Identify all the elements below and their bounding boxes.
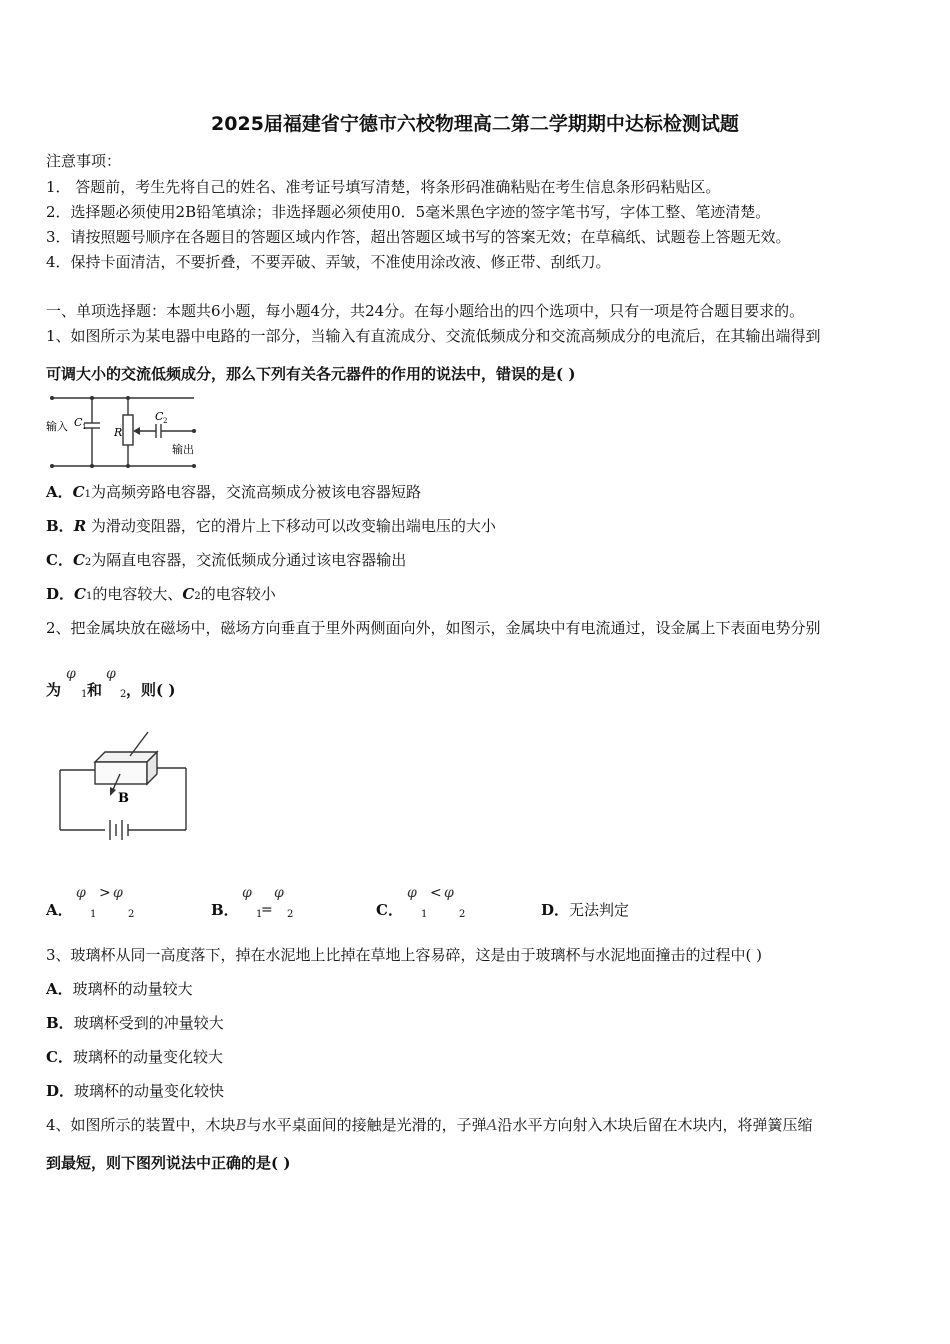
symbol-c: C: [182, 585, 195, 603]
option-text: 玻璃杯受到的冲量较大: [73, 1014, 224, 1032]
q4-text: 4、如图所示的装置中，木块: [46, 1116, 236, 1134]
relation-symbol: =: [261, 902, 273, 918]
option-text: 无法判定: [569, 901, 630, 919]
q1-stem-line2: 可调大小的交流低频成分，那么下列有关各元器件的作用的说法中，错误的是( ): [46, 365, 576, 383]
figure-label-input: 输入: [46, 420, 68, 433]
figure-label-output: 输出: [172, 443, 194, 456]
option-text: 玻璃杯的动量变化较大: [72, 1048, 223, 1066]
figure-label-c2-sub: 2: [163, 417, 168, 425]
symbol-c: C: [74, 585, 86, 603]
q4-text: 与水平桌面间的接触是光滑的，子弹: [246, 1116, 487, 1134]
subscript: 1: [81, 689, 88, 700]
q2-option-b-label[interactable]: B．: [211, 901, 239, 919]
q2-option-c-label[interactable]: C．: [376, 901, 403, 919]
subscript: 2: [128, 909, 135, 920]
figure-label-c1: C: [74, 416, 83, 429]
option-text: 为高频旁路电容器，交流高频成分被该电容器短路: [90, 483, 421, 501]
q2-metal-block-figure: [50, 728, 195, 850]
q4-stem-line1: [46, 1115, 812, 1135]
subscript: 1: [85, 591, 93, 602]
option-label: D．: [541, 901, 570, 919]
option-label: B．: [46, 1014, 74, 1032]
option-text: 为隔直电容器，交流低频成分通过该电容器输出: [91, 551, 407, 569]
subscript: 1: [84, 489, 91, 500]
phi-symbol: φ: [444, 885, 454, 901]
symbol-c: C: [72, 483, 85, 501]
subscript: 1: [256, 909, 263, 920]
option-text: 玻璃杯的动量变化较快: [74, 1082, 225, 1100]
symbol-b: B: [235, 1116, 247, 1134]
subscript: 1: [90, 909, 97, 920]
figure-label-r: R: [114, 426, 123, 439]
q3-option-a[interactable]: [46, 979, 193, 999]
relation-symbol: <: [430, 885, 442, 901]
section-heading: 一、单项选择题：本题共6小题，每小题4分，共24分。在每小题给出的四个选项中，只有一项是符合题目要求的。: [46, 302, 805, 320]
q3-option-c[interactable]: [46, 1047, 223, 1067]
phi-symbol: φ: [274, 885, 284, 901]
phi-symbol: φ: [76, 885, 86, 901]
option-text: 玻璃杯的动量较大: [72, 980, 193, 998]
q3-stem: 3、玻璃杯从同一高度落下，掉在水泥地上比掉在草地上容易碎，这是由于玻璃杯与水泥地面撞击的过程中( ): [46, 946, 763, 964]
option-label: A．: [46, 483, 73, 501]
page-title: 2025届福建省宁德市六校物理高二第二学期期中达标检测试题: [211, 113, 739, 135]
q3-option-b[interactable]: [46, 1013, 224, 1033]
q1-option-c[interactable]: [46, 550, 406, 573]
option-label: A．: [46, 980, 73, 998]
q3-option-d[interactable]: [46, 1081, 224, 1101]
q4-text: 沿水平方向射入木块后留在木块内，将弹簧压缩: [497, 1116, 813, 1134]
symbol-c: C: [72, 551, 85, 569]
q1-circuit-figure: [44, 390, 204, 472]
notice-item-1: 1． 答题前，考生先将自己的姓名、准考证号填写清楚，将条形码准确粘贴在考生信息条形码粘贴区。: [46, 178, 721, 196]
q1-option-b[interactable]: [46, 516, 496, 536]
q4-stem-line2: 到最短，则下图列说法中正确的是( ): [46, 1154, 291, 1172]
subscript: 2: [194, 591, 201, 602]
phi-symbol: φ: [106, 666, 116, 682]
subscript: 2: [287, 909, 294, 920]
q2-and: 和: [87, 681, 103, 699]
option-text: 的电容较小: [200, 585, 276, 603]
q2-stem-line2-pre: 为: [46, 681, 62, 699]
notice-item-4: 4．保持卡面清洁，不要折叠，不要弄破、弄皱，不准使用涂改液、修正带、刮纸刀。: [46, 253, 611, 271]
notice-item-2: 2．选择题必须使用2B铅笔填涂；非选择题必须使用0．5毫米黑色字迹的签字笔书写，字体工整、笔迹清楚。: [46, 203, 771, 221]
subscript: 2: [120, 689, 127, 700]
subscript: 2: [459, 909, 466, 920]
phi-symbol: φ: [242, 885, 252, 901]
q2-option-a-label[interactable]: A．: [46, 901, 73, 919]
figure-label-c2: C: [155, 410, 164, 423]
option-text: 为滑动变阻器，它的滑片上下移动可以改变输出端电压的大小: [86, 517, 496, 535]
figure-label-c1-sub: 1: [82, 423, 87, 431]
phi-symbol: φ: [66, 666, 76, 682]
q1-option-d[interactable]: [46, 584, 276, 607]
phi-symbol: φ: [407, 885, 417, 901]
q1-option-a[interactable]: [46, 482, 421, 505]
option-text: 的电容较大、: [92, 585, 183, 603]
symbol-a: A: [486, 1116, 498, 1134]
subscript: 2: [84, 557, 92, 568]
symbol-r: R: [73, 517, 87, 535]
phi-symbol: φ: [113, 885, 123, 901]
option-label: D．: [46, 1082, 75, 1100]
figure-label-b: B: [118, 791, 129, 806]
notice-item-3: 3．请按照题号顺序在各题目的答题区域内作答，超出答题区域书写的答案无效；在草稿纸、试题卷上答题无效。: [46, 228, 791, 246]
option-label: D．: [46, 585, 75, 603]
relation-symbol: >: [99, 885, 111, 901]
q2-option-d[interactable]: [541, 900, 629, 920]
notice-heading: 注意事项：: [46, 152, 122, 170]
option-label: C．: [46, 551, 73, 569]
q1-stem-line1: 1、如图所示为某电器中电路的一部分，当输入有直流成分、交流低频成分和交流高频成分的电流后，在其输出端得到: [46, 327, 821, 345]
option-label: C．: [46, 1048, 73, 1066]
option-label: B．: [46, 517, 74, 535]
q2-stem-line1: 2、把金属块放在磁场中，磁场方向垂直于里外两侧面向外，如图示，金属块中有电流通过，设金属上下表面电势分别: [46, 619, 821, 637]
q2-stem-line2-post: ，则( ): [126, 681, 176, 699]
subscript: 1: [421, 909, 428, 920]
